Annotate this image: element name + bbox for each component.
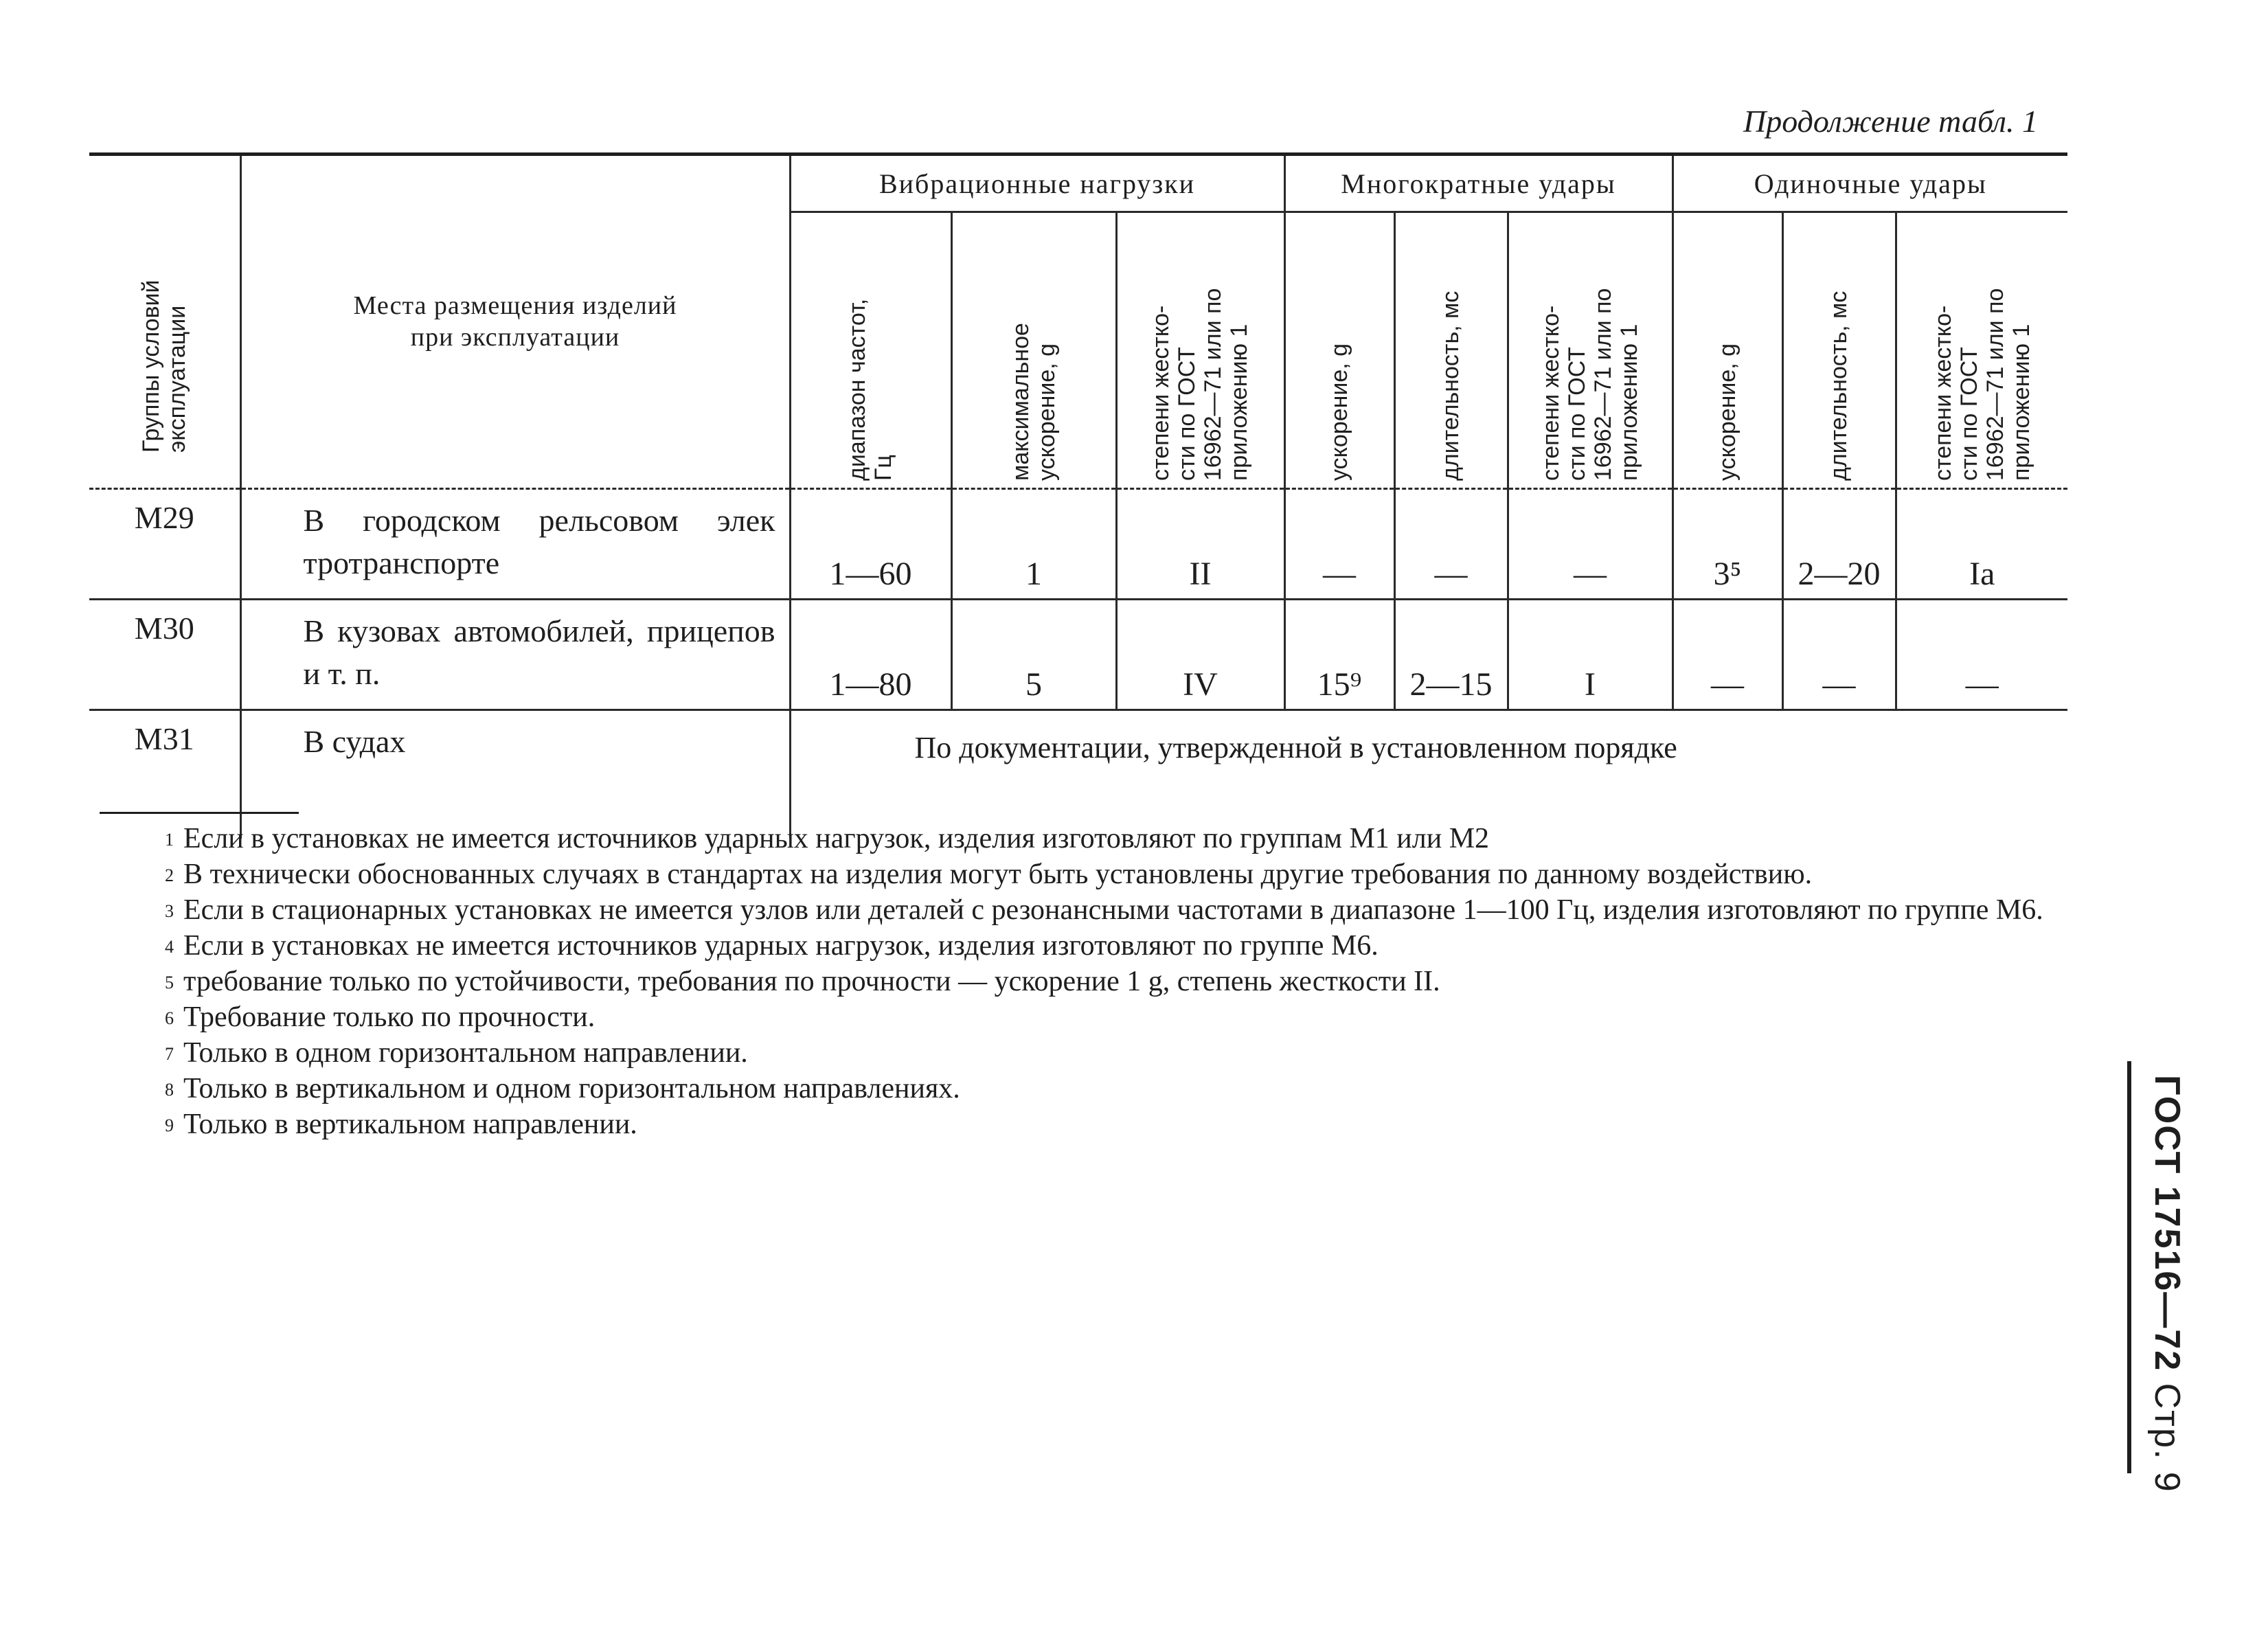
footnote [96, 1035, 2067, 1071]
footnote-text: Если в стационарных установках не имеется узлов или деталей с резонансными частотами в диапазоне 1—100 Гц, изделия изготовляют по группе М6. [183, 894, 2043, 926]
side-rule [2127, 1061, 2131, 1473]
footnote-number: 8 [165, 1080, 174, 1100]
header-sub [1116, 212, 1284, 489]
footnote [96, 1071, 2067, 1107]
header-place: Места размещения изделий при эксплуатации [240, 156, 790, 489]
page-number: Стр. 9 [2147, 1383, 2187, 1493]
footnotes [96, 821, 2067, 1142]
footnote [96, 928, 2067, 964]
footnote [96, 1107, 2067, 1142]
footnote-number: 5 [165, 973, 174, 992]
footnote-number: 3 [165, 901, 174, 921]
footnote-text: требование только по устойчивости, требования по прочности — ускорение 1 g, степень жесткости II. [183, 966, 1440, 997]
header-sub-text: длительность, мс [1826, 291, 1852, 481]
row-value: II [1116, 489, 1284, 600]
row-value: 2—15 [1394, 600, 1508, 710]
footnote-number: 4 [165, 937, 174, 957]
header-multiple-shocks: Многократные удары [1284, 156, 1672, 212]
row-place: В кузовах автомобилей, прицепов и т. п. [240, 600, 790, 710]
header-sub [1782, 212, 1896, 489]
row-value: 1 [951, 489, 1116, 600]
standard-number: ГОСТ 17516—72 [2147, 1075, 2187, 1372]
row-code: М29 [89, 489, 240, 600]
footnote-rule [100, 812, 299, 814]
row-value: 3⁵ [1672, 489, 1782, 600]
header-sub-text: длительность, мс [1438, 291, 1464, 481]
footnote-text: Если в установках не имеется источников ударных нагрузок, изделия изготовляют по группам М1 или М2 [183, 823, 1490, 854]
header-sub-text: ускорение, g [1326, 343, 1352, 481]
footnote-number: 6 [165, 1008, 174, 1028]
header-sub-text: диапазон частот, Гц [844, 298, 897, 481]
row-value: — [1284, 489, 1394, 600]
header-row-groups [89, 156, 2067, 212]
table-row [89, 710, 2067, 839]
row-value: Iа [1896, 489, 2067, 600]
footnote-number: 9 [165, 1115, 174, 1135]
header-sub-text: максимальное ускорение, g [1007, 323, 1060, 481]
header-sub-text: степени жестко- сти по ГОСТ 16962—71 или по приложению 1 [1537, 288, 1643, 481]
footnote [96, 856, 2067, 892]
footnote-number: 1 [165, 830, 174, 850]
footnote-number: 7 [165, 1044, 174, 1064]
footnote [96, 892, 2067, 928]
header-sub [1284, 212, 1394, 489]
footnote [96, 821, 2067, 856]
footnote-text: В технически обоснованных случаях в стандартах на изделия могут быть установлены другие требования по данному воздействию. [183, 859, 1813, 890]
header-sub [1672, 212, 1782, 489]
header-group-code-text: Группы условий эксплуатации [138, 279, 191, 453]
header-sub-text: степени жестко- сти по ГОСТ 16962—71 или по приложению 1 [1929, 288, 2034, 481]
footnote [96, 964, 2067, 999]
row-value: 5 [951, 600, 1116, 710]
footnote-text: Только в одном горизонтальном направлении. [183, 1037, 748, 1069]
footnote-text: Только в вертикальном направлении. [183, 1109, 637, 1140]
header-sub [1394, 212, 1508, 489]
row-place: В судах [240, 710, 790, 839]
specs-table [89, 156, 2067, 839]
row-value: I [1508, 600, 1672, 710]
row-code: М31 [89, 710, 240, 839]
row-code: М30 [89, 600, 240, 710]
table-top-rule [89, 152, 2067, 156]
row-value: — [1672, 600, 1782, 710]
footnote-text: Требование только по прочности. [183, 1001, 596, 1033]
header-vibration: Вибрационные нагрузки [790, 156, 1284, 212]
row-value: IV [1116, 600, 1284, 710]
row-value: 2—20 [1782, 489, 1896, 600]
row-value: 15⁹ [1284, 600, 1394, 710]
table-row [89, 489, 2067, 600]
row-value: — [1782, 600, 1896, 710]
row-value: 1—80 [790, 600, 951, 710]
header-sub-text: ускорение, g [1714, 343, 1740, 481]
specs-table-wrap [89, 152, 2067, 839]
row-value: — [1896, 600, 2067, 710]
continuation-caption: Продолжение табл. 1 [1743, 104, 2038, 139]
table-row [89, 600, 2067, 710]
header-group-code [89, 156, 240, 489]
header-sub [1896, 212, 2067, 489]
row-value: 1—60 [790, 489, 951, 600]
footnote-text: Если в установках не имеется источников ударных нагрузок, изделия изготовляют по группе М6. [183, 930, 1379, 962]
footnote [96, 999, 2067, 1035]
side-standard-label [2146, 1075, 2188, 1493]
header-sub [1508, 212, 1672, 489]
row-note: По документации, утвержденной в установленном порядке [914, 731, 1677, 764]
row-value: — [1394, 489, 1508, 600]
header-sub [790, 212, 951, 489]
footnote-text: Только в вертикальном и одном горизонтальном направлениях. [183, 1073, 960, 1104]
row-value: — [1508, 489, 1672, 600]
footnote-number: 2 [165, 865, 174, 885]
header-sub-text: степени жестко- сти по ГОСТ 16962—71 или по приложению 1 [1148, 288, 1253, 481]
header-sub [951, 212, 1116, 489]
row-place: В городском рельсовом элек тротранспорте [240, 489, 790, 600]
header-single-shocks: Одиночные удары [1672, 156, 2067, 212]
